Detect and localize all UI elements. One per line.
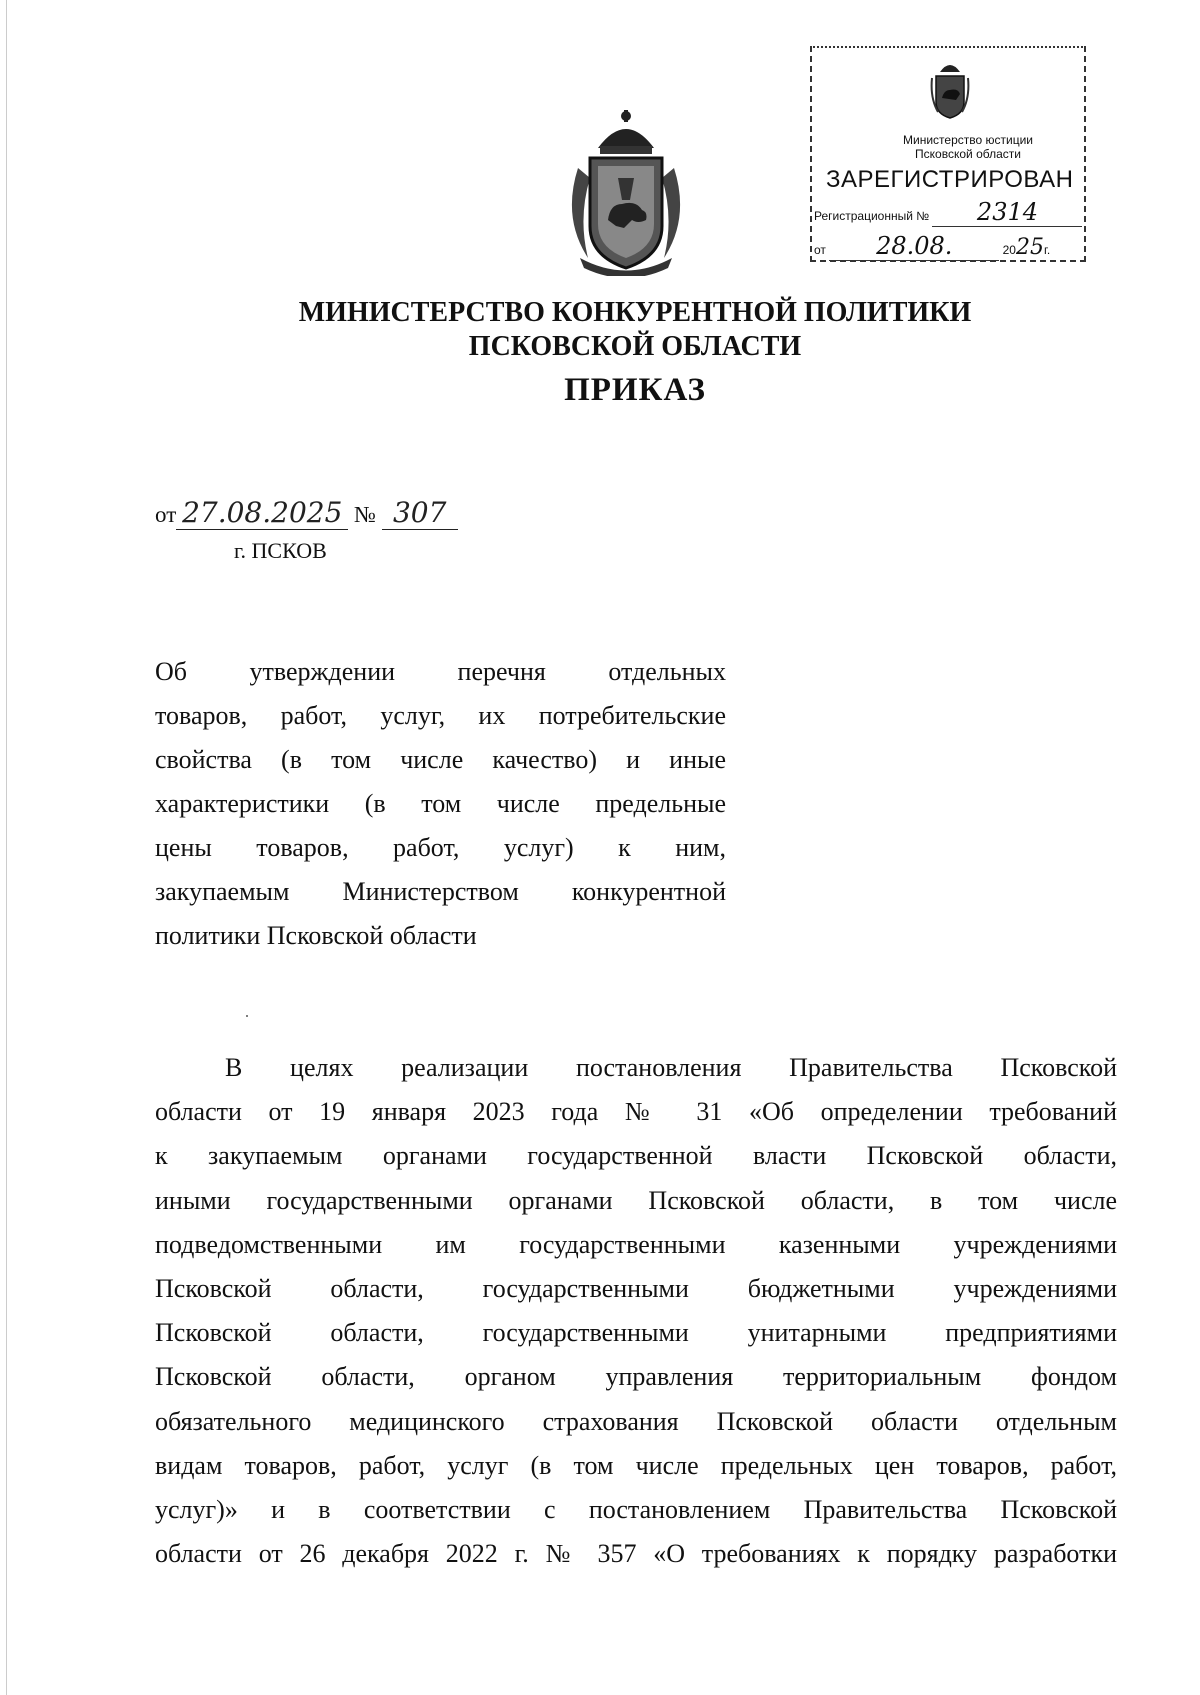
stamp-reg-number-label: Регистрационный № (814, 209, 930, 223)
ministry-heading-line1: МИНИСТЕРСТВО КОНКУРЕНТНОЙ ПОЛИТИКИ (298, 297, 972, 328)
stamp-reg-number: 2314 (976, 198, 1038, 226)
order-number: 307 (382, 496, 458, 530)
order-date-prefix: от (155, 502, 177, 527)
stamp-ministry-line1: Министерство юстиции (903, 133, 1033, 147)
stamp-registered-label: ЗАРЕГИСТРИРОВАН (826, 166, 1074, 193)
scan-speck (246, 1015, 248, 1017)
stamp-year-prefix: 20 (1002, 243, 1016, 257)
body-line: к закупаемым органами государственной власти Псковской области, (155, 1141, 1117, 1171)
scan-edge-line (6, 0, 7, 1695)
stamp-emblem-icon (930, 58, 970, 120)
body-line: услуг)» и в соответствии с постановлением Правительства Псковской (155, 1494, 1117, 1524)
body-line: В целях реализации постановления Правительства Псковской (225, 1053, 1117, 1082)
order-title (155, 650, 726, 958)
body-line: области от 26 декабря 2022 г. № 357 «О требованиях к порядку разработки (155, 1539, 1117, 1569)
coat-of-arms-emblem (558, 108, 694, 276)
stamp-year-unit: г. (1043, 243, 1051, 257)
title-line: закупаемым Министерством конкурентной (155, 877, 726, 906)
title-line: товаров, работ, услуг, их потребительские (155, 701, 726, 730)
title-line: цены товаров, работ, услуг) к ним, (155, 833, 726, 862)
title-line: политики Псковской области (155, 921, 477, 950)
title-line: Об утверждении перечня отдельных (155, 657, 726, 686)
body-line: Псковской области, государственными бюджетными учреждениями (155, 1273, 1117, 1303)
body-line: области от 19 января 2023 года № 31 «Об определении требований (155, 1097, 1117, 1127)
body-line: обязательного медицинского страхования Псковской области отдельным (155, 1406, 1117, 1436)
order-date-number-line (155, 496, 458, 530)
stamp-reg-number-row (814, 198, 1082, 227)
body-line: подведомственными им государственными казенными учреждениями (155, 1229, 1117, 1259)
registration-stamp (810, 46, 1086, 262)
stamp-date-value: 28.08. (876, 232, 953, 260)
body-line: Псковской области, органом управления территориальным фондом (155, 1362, 1117, 1392)
stamp-ministry-line2: Псковской области (915, 147, 1021, 161)
ministry-heading (0, 296, 1200, 364)
document-type-heading: ПРИКАЗ (564, 372, 706, 408)
body-line: Псковской области, государственными унитарными предприятиями (155, 1318, 1117, 1348)
stamp-ministry-name (812, 133, 1084, 161)
body-line: иными государственными органами Псковской области, в том числе (155, 1185, 1117, 1215)
stamp-year-suffix: 25 (1015, 235, 1044, 260)
stamp-date-row (814, 232, 1050, 261)
ministry-heading-line2: ПСКОВСКОЙ ОБЛАСТИ (468, 331, 802, 362)
title-line: характеристики (в том числе предельные (155, 789, 726, 818)
order-date: 27.08.2025 (176, 496, 348, 530)
order-number-label: № (354, 502, 376, 527)
stamp-date-label: от (814, 243, 826, 257)
body-line: видам товаров, работ, услуг (в том числе предельных цен товаров, работ, (155, 1450, 1117, 1480)
body-paragraph (155, 1046, 1117, 1576)
order-city: г. ПСКОВ (234, 538, 327, 563)
title-line: свойства (в том числе качество) и иные (155, 745, 726, 774)
